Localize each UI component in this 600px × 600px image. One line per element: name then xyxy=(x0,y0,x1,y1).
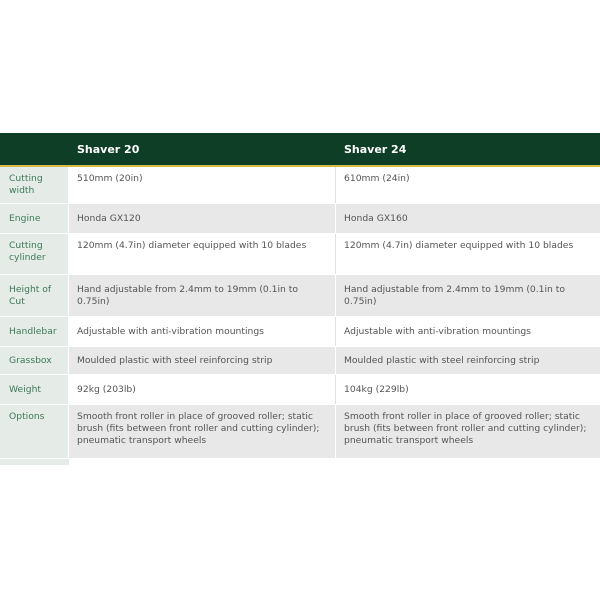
shaver-20-value: Hand adjustable from 2.4mm to 19mm (0.1in to 0.75in) xyxy=(69,275,336,316)
shaver-20-value: 510mm (20in) xyxy=(69,167,336,203)
row-label: Cutting width xyxy=(0,167,69,203)
header-shaver-20: Shaver 20 xyxy=(77,142,140,156)
shaver-20-value: 92kg (203lb) xyxy=(69,375,336,404)
footer-label-cell xyxy=(0,459,69,465)
shaver-24-value: 120mm (4.7in) diameter equipped with 10 blades xyxy=(344,240,574,251)
row-label: Weight xyxy=(0,375,69,404)
row-label: Engine xyxy=(0,204,69,233)
shaver-24-value: Honda GX160 xyxy=(344,213,408,224)
spec-table xyxy=(0,133,600,465)
row-engine xyxy=(0,204,600,234)
shaver-24-value: Hand adjustable from 2.4mm to 19mm (0.1in to 0.75in) xyxy=(344,284,566,307)
shaver-20-value: Honda GX120 xyxy=(69,204,336,233)
row-cutting-width xyxy=(0,167,600,204)
row-height-of-cut xyxy=(0,275,600,317)
row-weight xyxy=(0,375,600,405)
row-label: Options xyxy=(0,405,69,458)
row-options xyxy=(0,405,600,459)
row-grassbox xyxy=(0,347,600,375)
shaver-20-value: 120mm (4.7in) diameter equipped with 10 blades xyxy=(69,234,336,274)
table-footer xyxy=(0,459,600,465)
shaver-24-value: Moulded plastic with steel reinforcing strip xyxy=(344,355,540,366)
row-label: Grassbox xyxy=(0,347,69,374)
shaver-20-value: Smooth front roller in place of grooved roller; static brush (fits between front roller and cutting cylinder); pneumatic transport wheels xyxy=(69,405,336,458)
header-shaver-24: Shaver 24 xyxy=(344,142,407,156)
header-empty-cell xyxy=(0,133,69,165)
row-handlebar xyxy=(0,317,600,347)
shaver-20-value: Adjustable with anti-vibration mountings xyxy=(69,317,336,346)
row-cutting-cylinder xyxy=(0,234,600,275)
shaver-24-value: Smooth front roller in place of grooved roller; static brush (fits between front roller and cutting cylinder); pneumatic transport wheels xyxy=(344,411,587,446)
row-label: Handlebar xyxy=(0,317,69,346)
shaver-20-value: Moulded plastic with steel reinforcing strip xyxy=(69,347,336,374)
row-label: Height of Cut xyxy=(0,275,69,316)
table-header xyxy=(0,133,600,167)
row-label: Cutting cylinder xyxy=(0,234,69,274)
shaver-24-value: 104kg (229lb) xyxy=(344,384,409,395)
shaver-24-value: 610mm (24in) xyxy=(344,173,410,184)
shaver-24-value: Adjustable with anti-vibration mountings xyxy=(344,326,531,337)
